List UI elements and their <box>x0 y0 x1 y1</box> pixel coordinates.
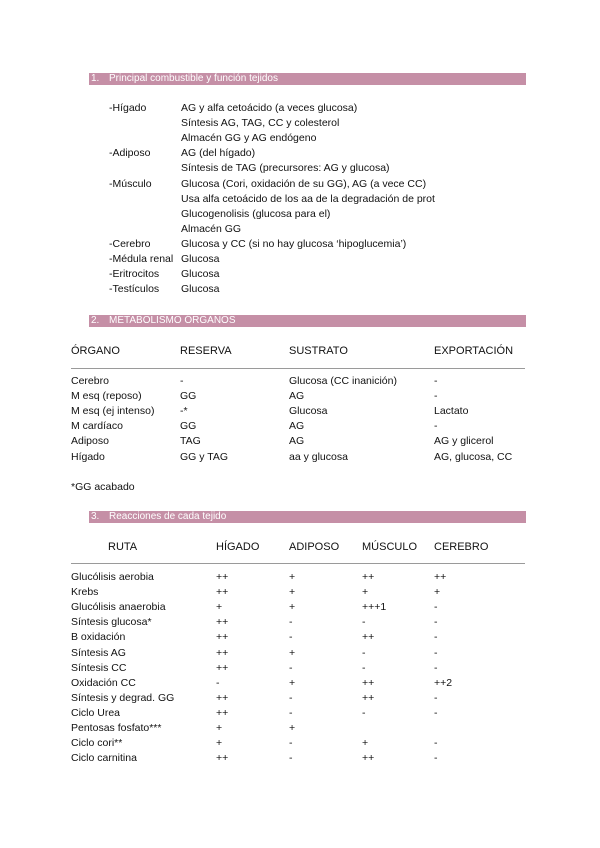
table-3-column-header: RUTA <box>108 541 138 553</box>
table-3-cell: ++ <box>216 706 229 719</box>
table-3-cell: ++ <box>362 752 375 765</box>
table-2-cell: Glucosa <box>289 405 328 418</box>
table-2-cell: - <box>434 375 438 387</box>
table-3-cell: - <box>362 616 366 629</box>
table-3-column-header: CEREBRO <box>434 541 489 553</box>
section-3-number: 3. <box>91 511 100 522</box>
table-3-cell: + <box>289 586 296 599</box>
organ-function-line: Glucosa (Cori, oxidación de su GG), AG (a vece CC) <box>181 177 427 190</box>
table-3-cell: ++2 <box>434 676 453 689</box>
table-3-cell: + <box>216 722 223 734</box>
table-3-cell: Ciclo carnitina <box>71 752 137 765</box>
organ-function-line: Glucogenolisis (glucosa para el) <box>181 207 331 220</box>
table-3-cell: - <box>434 737 438 750</box>
table-3-cell: - <box>362 661 366 674</box>
table-2-cell: TAG <box>180 435 201 448</box>
table-2-column-header: ÓRGANO <box>71 345 120 357</box>
organ-name: -Testículos <box>109 283 160 296</box>
organ-function-line: AG (del hígado) <box>181 147 256 160</box>
organ-function-line: Glucosa y CC (si no hay glucosa ‘hipoglucemia’) <box>181 237 407 250</box>
section-1-number: 1. <box>91 73 100 84</box>
table-3-cell: - <box>434 601 438 614</box>
table-3-cell: Oxidación CC <box>71 676 136 689</box>
table-3-cell: - <box>434 691 438 704</box>
table-2-cell: M esq (reposo) <box>71 390 142 403</box>
table-3-cell: + <box>216 737 223 750</box>
organ-function-line: AG y alfa cetoácido (a veces glucosa) <box>181 102 358 114</box>
table-3-cell: Glucólisis aerobia <box>71 571 154 583</box>
table-3-cell: Ciclo cori** <box>71 737 123 750</box>
table-2-column-header: SUSTRATO <box>289 345 348 357</box>
table-3-cell: - <box>434 706 438 719</box>
section-2-title: METABOLISMO ÓRGANOS <box>109 315 236 326</box>
table-3-cell: - <box>434 752 438 765</box>
organ-function-line: Glucosa <box>181 268 220 281</box>
table-3-cell: - <box>434 646 438 659</box>
table-2-cell: Cerebro <box>71 375 109 387</box>
section-3-title: Reacciones de cada tejido <box>109 511 227 522</box>
table-3-cell: ++ <box>362 691 375 704</box>
table-2-cell: M cardíaco <box>71 420 123 433</box>
table-3-cell: - <box>289 661 293 674</box>
table-3-cell: - <box>289 616 293 629</box>
table-3-cell: ++ <box>216 631 229 644</box>
table-3-cell: + <box>289 676 296 689</box>
table-2-cell: Glucosa (CC inanición) <box>289 375 397 387</box>
organ-name: -Cerebro <box>109 237 151 250</box>
organ-name: -Médula renal <box>109 253 174 265</box>
table-3-cell: - <box>289 631 293 644</box>
table-3-cell: B oxidación <box>71 631 126 644</box>
table-2-cell: M esq (ej intenso) <box>71 405 155 418</box>
organ-function-line: Almacén GG y AG endógeno <box>181 132 317 145</box>
organ-function-line: Almacén GG <box>181 222 242 235</box>
table-3-cell: ++ <box>216 586 229 599</box>
organ-name: -Eritrocitos <box>109 268 160 281</box>
table-2-cell: Adiposo <box>71 435 109 448</box>
table-3-cell: + <box>362 737 369 750</box>
table-2-cell: -* <box>180 405 188 418</box>
table-3-cell: - <box>216 676 220 689</box>
table-3-cell: ++ <box>216 661 229 674</box>
table-3-cell: +++1 <box>362 601 387 614</box>
table-2-cell: aa y glucosa <box>289 450 348 463</box>
table-3-cell: - <box>434 631 438 644</box>
table-2-cell: GG <box>180 420 197 433</box>
organ-function-line: Usa alfa cetoácido de los aa de la degradación de prot <box>181 192 435 205</box>
table-3-cell: Ciclo Urea <box>71 706 121 719</box>
table-2-cell: - <box>180 375 184 387</box>
table-3-cell: - <box>434 661 438 674</box>
table-2-footnote: *GG acabado <box>71 481 135 493</box>
table-3-cell: + <box>289 722 296 734</box>
table-2-cell: - <box>434 390 438 403</box>
organ-function-line: Síntesis AG, TAG, CC y colesterol <box>181 117 340 130</box>
organ-name: -Hígado <box>109 102 147 114</box>
table-3-cell: - <box>289 706 293 719</box>
table-2-column-header: EXPORTACIÓN <box>434 345 514 357</box>
table-3-cell: Síntesis CC <box>71 661 127 674</box>
organ-function-line: Glucosa <box>181 253 220 265</box>
table-2-cell: - <box>434 420 438 433</box>
table-3-cell: ++ <box>362 676 375 689</box>
table-3-cell: + <box>289 571 296 583</box>
table-3-cell: - <box>289 752 293 765</box>
table-2-cell: AG <box>289 390 305 403</box>
table-3-cell: ++ <box>362 571 375 583</box>
table-2-cell: Lactato <box>434 405 469 418</box>
table-2-cell: AG y glicerol <box>434 435 494 448</box>
table-3-cell: ++ <box>216 646 229 659</box>
table-3-cell: + <box>289 601 296 614</box>
table-2-cell: AG, glucosa, CC <box>434 450 513 463</box>
organ-function-line: Glucosa <box>181 283 220 296</box>
table-3-cell: Glucólisis anaerobia <box>71 601 166 614</box>
section-2-header <box>89 315 526 327</box>
table-3-cell: - <box>362 706 366 719</box>
table-3-cell: Pentosas fosfato*** <box>71 722 162 734</box>
table-3-cell: + <box>289 646 296 659</box>
table-3-cell: - <box>289 737 293 750</box>
table-3-cell: ++ <box>216 691 229 704</box>
table-3-column-header: ADIPOSO <box>289 541 340 553</box>
section-1-title: Principal combustible y función tejidos <box>109 73 278 84</box>
table-3-cell: - <box>362 646 366 659</box>
table-2-header-divider <box>71 368 525 369</box>
table-3-cell: Síntesis glucosa* <box>71 616 152 629</box>
table-3-cell: ++ <box>362 631 375 644</box>
table-3-cell: Krebs <box>71 586 99 599</box>
table-2-cell: AG <box>289 435 305 448</box>
table-3-cell: + <box>362 586 369 599</box>
section-1-header <box>89 73 526 85</box>
table-3-cell: ++ <box>216 752 229 765</box>
table-3-cell: - <box>289 691 293 704</box>
table-3-column-header: HÍGADO <box>216 541 260 553</box>
organ-name: -Adiposo <box>109 147 151 160</box>
table-2-cell: AG <box>289 420 305 433</box>
table-3-column-header: MÚSCULO <box>362 541 418 553</box>
section-3-header <box>89 511 526 523</box>
table-2-column-header: RESERVA <box>180 345 232 357</box>
table-3-cell: + <box>216 601 223 614</box>
table-2-cell: GG <box>180 390 197 403</box>
organ-function-line: Síntesis de TAG (precursores: AG y glucosa) <box>181 162 390 175</box>
table-3-cell: + <box>434 586 441 599</box>
table-3-header-divider <box>71 563 525 564</box>
table-2-cell: GG y TAG <box>180 450 229 463</box>
section-2-number: 2. <box>91 315 100 326</box>
table-3-cell: - <box>434 616 438 629</box>
table-3-cell: Síntesis y degrad. GG <box>71 691 175 704</box>
table-3-cell: ++ <box>434 571 447 583</box>
table-2-cell: Hígado <box>71 450 105 463</box>
table-3-cell: Síntesis AG <box>71 646 126 659</box>
organ-name: -Músculo <box>109 177 152 190</box>
table-3-cell: ++ <box>216 616 229 629</box>
table-3-cell: ++ <box>216 571 229 583</box>
